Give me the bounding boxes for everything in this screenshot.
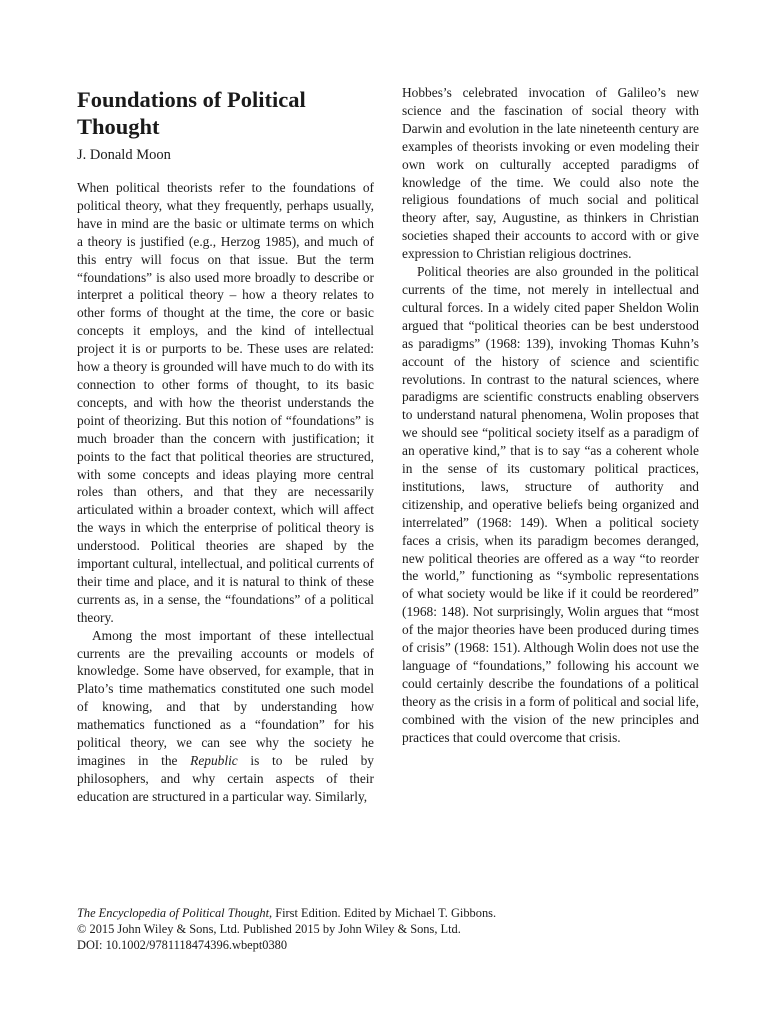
right-column xyxy=(402,84,699,747)
article-author: J. Donald Moon xyxy=(77,147,171,163)
republic-title: Republic xyxy=(190,753,238,768)
footer-line-1 xyxy=(77,906,697,922)
paragraph-1: When political theorists refer to the foundations of political theory, what they frequently, perhaps usually, have in mind are the basic or ultimate terms on which a theory is justified (e.g., Herzog 1985), and much of this entry will focus on that issue. But the term “foundations” is also used more broadly to describe or interpret a political theory – how a theory relates to other forms of thought at the time, the core or basic concepts it employs, and the kind of intellectual project it is or purports to be. These uses are related: how a theory is grounded will have much to do with its connection to other forms of thought, to its basic concepts, and with how the theorist understands the point of theorizing. But this notion of “foundations” is much broader than the concern with justification; it points to the fact that political theories are structured, with some concepts and ideas playing more central roles than others, and that they are necessarily articulated within a broader context, which will affect the ways in which the enterprise of political theory is understood. Political theories are shaped by the important cultural, intellectual, and political currents of their time and place, and it is natural to think of these currents as, in a sense, the “foundations” of a political theory. xyxy=(77,180,374,625)
paragraph-2-text-a: Among the most important of these intellectual currents are the prevailing accounts or models of knowledge. Some have observed, for example, that in Plato’s time mathematics constituted one such model of knowing, and that by understanding how mathematics functioned as a “foundation” for his political theory, we can see why the society he imagines in the xyxy=(77,627,374,768)
left-column xyxy=(77,84,374,806)
citation-footer xyxy=(77,906,697,953)
paragraph-2 xyxy=(77,627,374,806)
doi-line: DOI: 10.1002/9781118474396.wbept0380 xyxy=(77,937,288,952)
paragraph-3: Hobbes’s celebrated invocation of Galileo’s new science and the fascination of social theory with Darwin and evolution in the late nineteenth century are examples of theorists invoking or even modeling their own work on culturally accepted paradigms of knowledge of the time. We could also note the religious foundations of much social and political theory after, say, Augustine, as thinkers in Christian societies shaped their accounts to accord with or give expression to Christian religious doctrines. xyxy=(402,85,699,262)
encyclopedia-title: The Encyclopedia of Political Thought xyxy=(77,906,270,920)
paragraph-2-text-b: is to be ruled by philosophers, and why certain aspects of their education are structured in a particular way. Similarly, xyxy=(77,753,374,804)
edition-info: , First Edition. Edited by Michael T. Gibbons. xyxy=(269,906,497,920)
copyright-line: © 2015 John Wiley & Sons, Ltd. Published 2015 by John Wiley & Sons, Ltd. xyxy=(77,921,461,936)
paragraph-4: Political theories are also grounded in the political currents of the time, not merely in intellectual and cultural forces. In a widely cited paper Sheldon Wolin argued that “political theories can be best understood as paradigms” (1968: 139), invoking Thomas Kuhn’s account of the history of science and scientific revolutions. In contrast to the natural sciences, where paradigms are scientific constructs enabling observers to understand natural phenomena, Wolin proposes that we should see “political society itself as a paradigm of an operative kind,” that is to say “as a coherent whole in the sense of its customary political practices, institutions, laws, structure of authority and citizenship, and operative beliefs being organized and interrelated” (1968: 149). When a political society faces a crisis, when its paradigm becomes deranged, new political theories are offered as a way “to reorder the world,” functioning as “symbolic representations of what society would be like if it could be reordered” (1968: 148). Not surprisingly, Wolin argues that “most of the major theories have been produced during times of crisis” (1968: 151). Although Wolin does not use the language of “foundations,” following his account we could certainly describe the foundations of a political theory as the crisis in a form of political and social life, combined with the vision of the new principles and practices that could overcome that crisis. xyxy=(402,264,699,745)
article-title: Foundations of Political Thought xyxy=(77,87,306,139)
